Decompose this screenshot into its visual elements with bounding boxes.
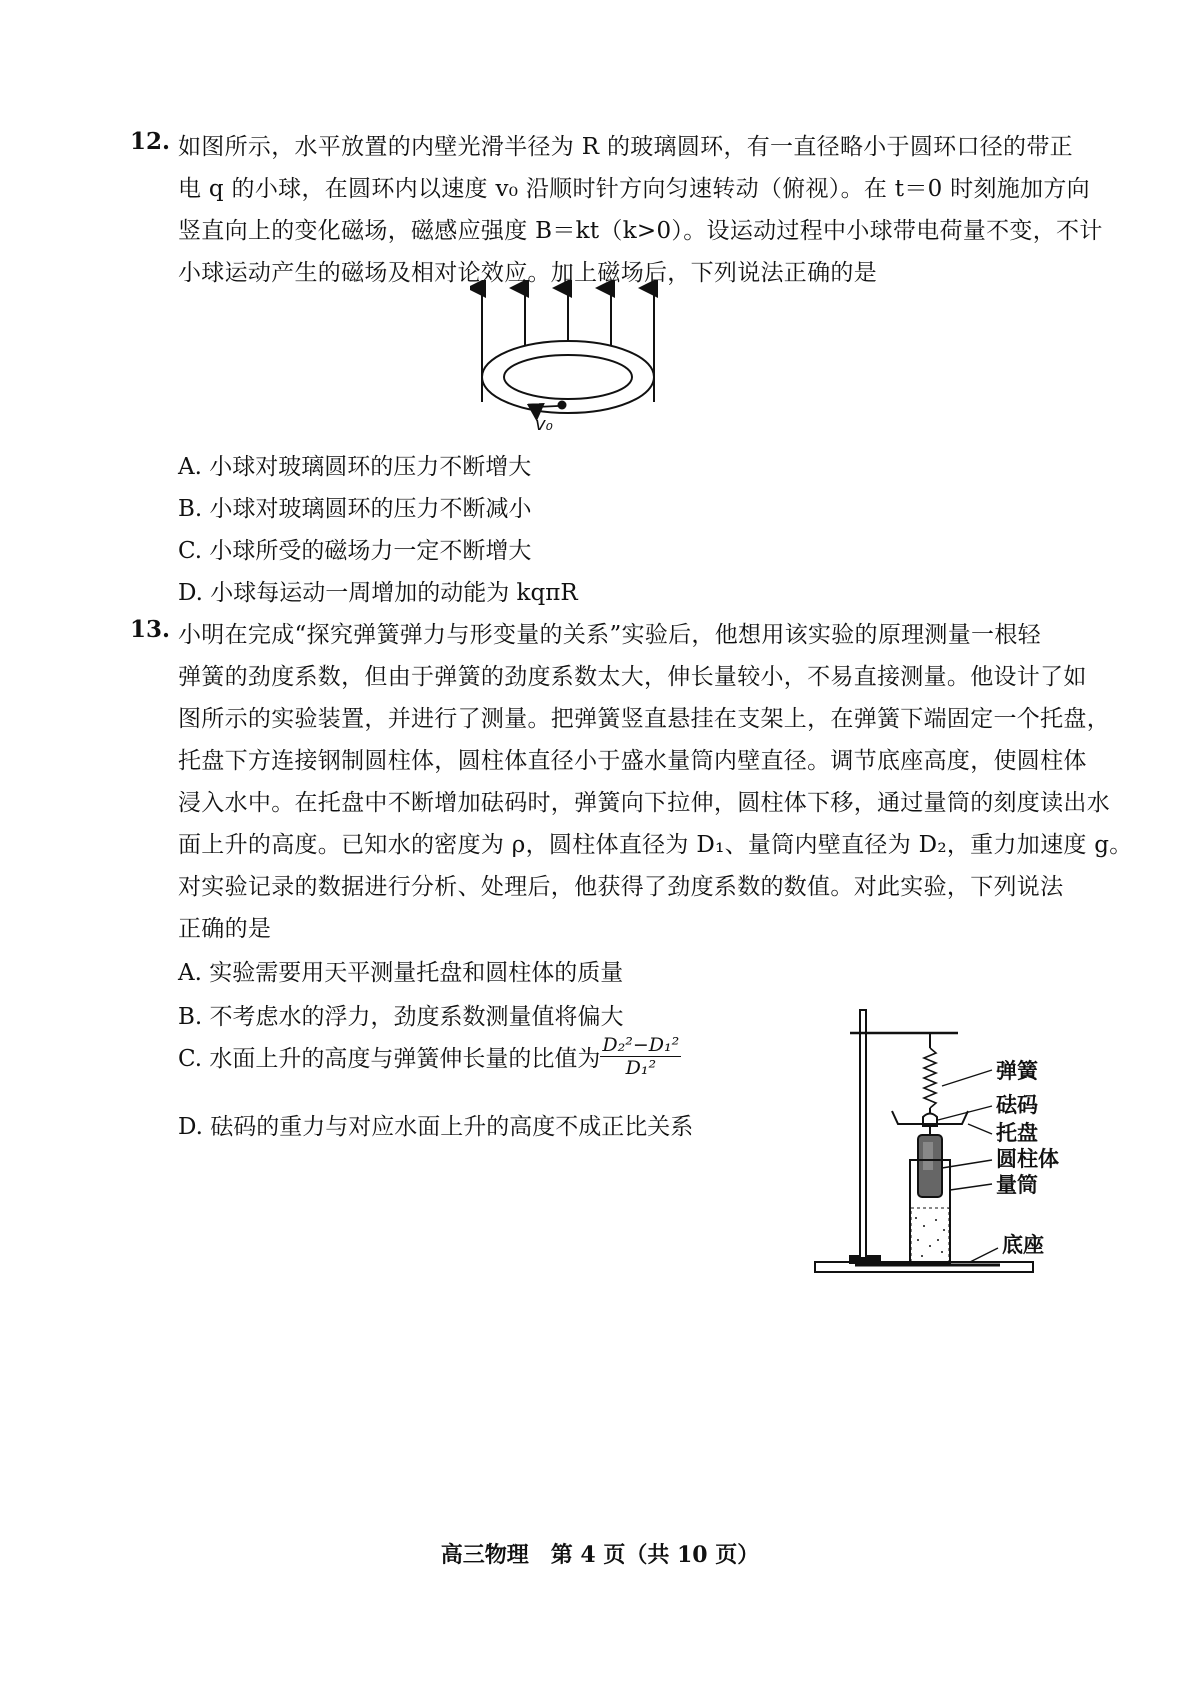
q13-line-3: 图所示的实验装置，并进行了测量。把弹簧竖直悬挂在支架上，在弹簧下端固定一个托盘， [178, 706, 1110, 732]
q13-line-5: 浸入水中。在托盘中不断增加砝码时，弹簧向下拉伸，圆柱体下移，通过量筒的刻度读出水 [178, 790, 1110, 816]
q13-option-d: D. 砝码的重力与对应水面上升的高度不成正比关系 [178, 1114, 694, 1140]
q13-apparatus-figure [810, 1000, 1090, 1290]
q12-line-2: 电 q 的小球，在圆环内以速度 v₀ 沿顺时针方向匀速转动（俯视）。在 t＝0 时刻施加方向 [178, 176, 1090, 202]
q12-option-a: A. 小球对玻璃圆环的压力不断增大 [178, 454, 532, 480]
q12-number: 12. [130, 128, 171, 155]
q12-line-4: 小球运动产生的磁场及相对论效应。加上磁场后，下列说法正确的是 [178, 260, 877, 286]
label-measuring-cylinder: 量筒 [996, 1173, 1038, 1197]
ratio-fraction [600, 1034, 681, 1079]
velocity-arrow [536, 406, 558, 407]
fraction-denominator: D₁² [625, 1057, 657, 1079]
velocity-label: v₀ [535, 414, 553, 435]
q13-line-4: 托盘下方连接钢制圆柱体，圆柱体直径小于盛水量筒内壁直径。调节底座高度，使圆柱体 [178, 748, 1087, 774]
q13-line-6: 面上升的高度。已知水的密度为 ρ，圆柱体直径为 D₁、量筒内壁直径为 D₂，重力加速度 g。 [178, 832, 1133, 858]
label-weight: 砝码 [996, 1093, 1038, 1117]
spring-coil [924, 1048, 936, 1108]
q12-ring-figure [470, 280, 730, 440]
q13-option-b: B. 不考虑水的浮力，劲度系数测量值将偏大 [178, 1004, 624, 1030]
q13-line-2: 弹簧的劲度系数，但由于弹簧的劲度系数太大，伸长量较小，不易直接测量。他设计了如 [178, 664, 1087, 690]
q12-option-c: C. 小球所受的磁场力一定不断增大 [178, 538, 532, 564]
ring-outer [482, 341, 654, 413]
label-base: 底座 [1002, 1233, 1044, 1257]
q12-line-3: 竖直向上的变化磁场，磁感应强度 B＝kt（k>0）。设运动过程中小球带电荷量不变，不计 [178, 218, 1103, 244]
charged-ball [558, 401, 567, 410]
q13-option-c [178, 1034, 681, 1079]
q13-option-c-text: C. 水面上升的高度与弹簧伸长量的比值为 [178, 1046, 601, 1072]
label-tray: 托盘 [996, 1121, 1038, 1145]
q13-line-7: 对实验记录的数据进行分析、处理后，他获得了劲度系数的数值。对此实验，下列说法 [178, 874, 1064, 900]
label-cylinder: 圆柱体 [996, 1147, 1059, 1171]
page-footer: 高三物理 第 4 页（共 10 页） [440, 1542, 760, 1568]
q13-line-8: 正确的是 [178, 916, 272, 942]
q13-option-a: A. 实验需要用天平测量托盘和圆柱体的质量 [178, 960, 624, 986]
q13-line-1: 小明在完成“探究弹簧弹力与形变量的关系”实验后，他想用该实验的原理测量一根轻 [178, 622, 1041, 648]
q12-option-d: D. 小球每运动一周增加的动能为 kqπR [178, 580, 578, 606]
q12-line-1: 如图所示，水平放置的内壁光滑半径为 R 的玻璃圆环，有一直径略小于圆环口径的带正 [178, 134, 1073, 160]
stand-rod [860, 1010, 866, 1258]
label-spring: 弹簧 [996, 1059, 1038, 1083]
q13-number: 13. [130, 616, 171, 643]
q12-option-b: B. 小球对玻璃圆环的压力不断减小 [178, 496, 532, 522]
fraction-numerator: D₂²−D₁² [602, 1034, 680, 1056]
